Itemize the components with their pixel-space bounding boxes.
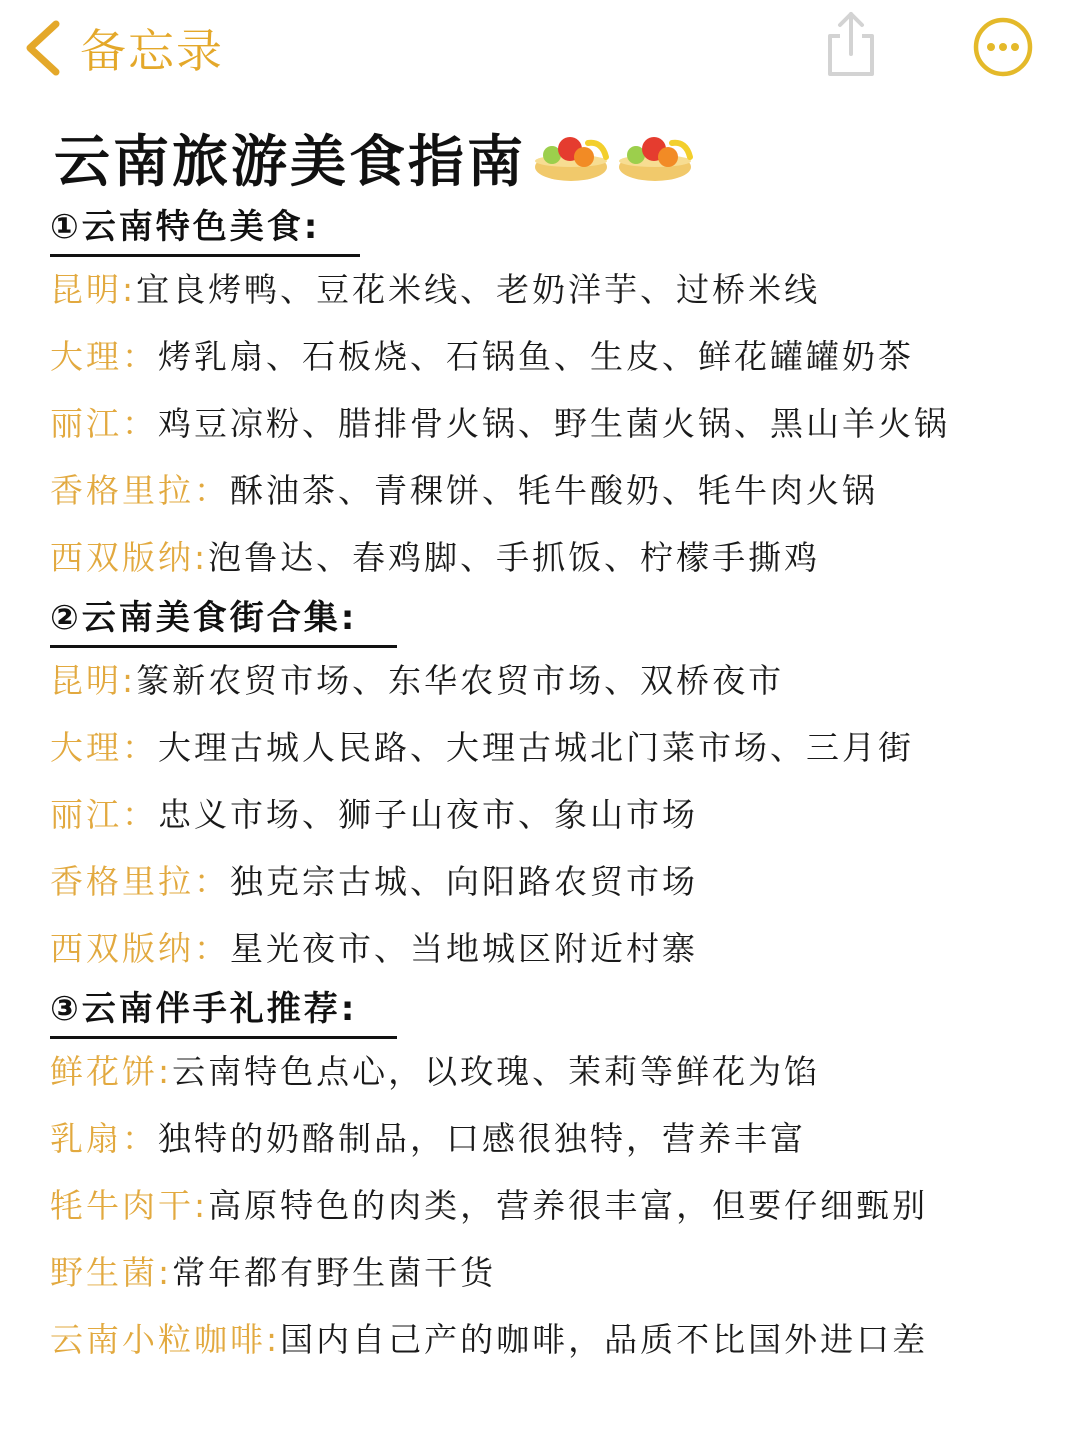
section-heading bbox=[50, 982, 1060, 1038]
list-item bbox=[50, 781, 1060, 848]
section-heading bbox=[50, 591, 1060, 647]
item-text: 国内自己产的咖啡，品质不比国外进口差 bbox=[280, 1320, 929, 1359]
item-text: 鸡豆凉粉、腊排骨火锅、野生菌火锅、黑山羊火锅 bbox=[158, 404, 950, 443]
item-label: 鲜花饼: bbox=[50, 1052, 173, 1091]
item-text: 常年都有野生菌干货 bbox=[172, 1253, 497, 1292]
item-label: 香格里拉： bbox=[50, 471, 230, 510]
item-label: 野生菌: bbox=[50, 1253, 173, 1292]
list-item bbox=[50, 256, 1060, 323]
list-item bbox=[50, 647, 1060, 714]
item-text: 高原特色的肉类，营养很丰富，但要仔细甄别 bbox=[208, 1186, 929, 1225]
item-text: 独特的奶酪制品，口感很独特，营养丰富 bbox=[158, 1119, 806, 1158]
item-text: 大理古城人民路、大理古城北门菜市场、三月街 bbox=[158, 728, 914, 767]
item-text: 烤乳扇、石板烧、石锅鱼、生皮、鲜花罐罐奶茶 bbox=[158, 337, 914, 376]
item-label: 香格里拉： bbox=[50, 862, 230, 901]
back-button[interactable] bbox=[20, 16, 224, 80]
item-text: 篆新农贸市场、东华农贸市场、双桥夜市 bbox=[136, 661, 785, 700]
item-label: 大理： bbox=[50, 337, 158, 376]
list-item bbox=[50, 1239, 1060, 1306]
section-heading-text: ②云南美食街合集: bbox=[50, 591, 397, 648]
fruit-basket-icon bbox=[532, 131, 610, 185]
item-label: 西双版纳: bbox=[50, 538, 209, 577]
item-label: 乳扇： bbox=[50, 1119, 158, 1158]
section-heading-text: ①云南特色美食: bbox=[50, 200, 360, 257]
item-label: 丽江： bbox=[50, 404, 158, 443]
share-icon[interactable] bbox=[818, 10, 884, 80]
item-text: 云南特色点心，以玫瑰、茉莉等鲜花为馅 bbox=[172, 1052, 821, 1091]
list-item bbox=[50, 1105, 1060, 1172]
list-item bbox=[50, 323, 1060, 390]
fruit-basket-icon bbox=[616, 131, 694, 185]
list-item bbox=[50, 1038, 1060, 1105]
item-text: 独克宗古城、向阳路农贸市场 bbox=[230, 862, 698, 901]
back-label: 备忘录 bbox=[80, 24, 224, 78]
item-label: 丽江： bbox=[50, 795, 158, 834]
list-item bbox=[50, 390, 1060, 457]
chevron-left-icon bbox=[20, 18, 68, 78]
list-item bbox=[50, 524, 1060, 591]
list-item bbox=[50, 1172, 1060, 1239]
item-label: 昆明: bbox=[50, 661, 137, 700]
more-icon[interactable] bbox=[972, 16, 1034, 78]
item-label: 昆明: bbox=[50, 270, 137, 309]
list-item bbox=[50, 457, 1060, 524]
item-text: 宜良烤鸭、豆花米线、老奶洋芋、过桥米线 bbox=[136, 270, 821, 309]
list-item bbox=[50, 915, 1060, 982]
note-body bbox=[50, 200, 1060, 1373]
section-heading bbox=[50, 200, 1060, 256]
item-label: 大理： bbox=[50, 728, 158, 767]
list-item bbox=[50, 1306, 1060, 1373]
item-label: 西双版纳： bbox=[50, 929, 230, 968]
item-text: 星光夜市、当地城区附近村寨 bbox=[230, 929, 698, 968]
list-item bbox=[50, 714, 1060, 781]
item-text: 泡鲁达、春鸡脚、手抓饭、柠檬手撕鸡 bbox=[208, 538, 821, 577]
section-heading-text: ③云南伴手礼推荐: bbox=[50, 982, 397, 1039]
note-title bbox=[54, 118, 694, 198]
top-navigation-bar bbox=[0, 0, 1080, 100]
item-text: 忠义市场、狮子山夜市、象山市场 bbox=[158, 795, 698, 834]
item-label: 牦牛肉干: bbox=[50, 1186, 209, 1225]
list-item bbox=[50, 848, 1060, 915]
item-label: 云南小粒咖啡: bbox=[50, 1320, 281, 1359]
note-title-text: 云南旅游美食指南 bbox=[54, 129, 526, 195]
item-text: 酥油茶、青稞饼、牦牛酸奶、牦牛肉火锅 bbox=[230, 471, 878, 510]
